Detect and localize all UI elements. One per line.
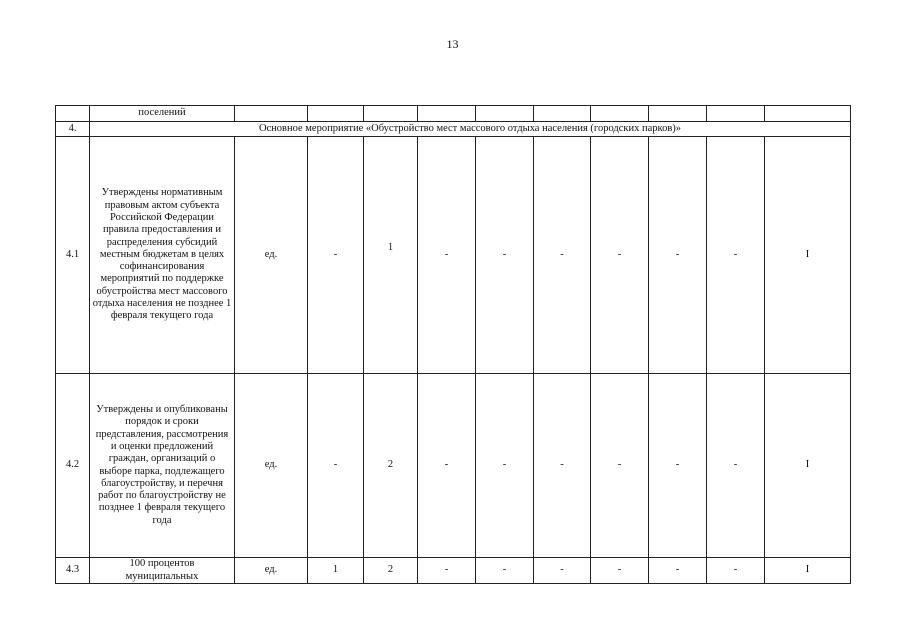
value-cell: -: [591, 558, 649, 584]
indicator-name-cell: Утверждены и опубликованы порядок и сроки представления, рассмотрения и оценки предложений граждан, организаций о выборе парка, подлежащего благоустройству, и перечня работ по благоустройству не позднее 1 февраля текущего года: [90, 374, 235, 558]
row-number-cell: 4.2: [56, 374, 90, 558]
stage-cell: I: [765, 374, 851, 558]
value-cell: -: [308, 137, 364, 374]
indicator-name-cell: Утверждены нормативным правовым актом субъекта Российской Федерации правила предоставления и распределения субсидий местным бюджетам в целях софинансирования мероприятий по поддержке обустройства мест массового отдыха населения не позднее 1 февраля текущего года: [90, 137, 235, 374]
value-cell: -: [476, 558, 534, 584]
value-cell: -: [308, 374, 364, 558]
value-cell: -: [418, 137, 476, 374]
value-cell: 2: [364, 374, 418, 558]
value-cell: -: [418, 374, 476, 558]
page-number: 13: [446, 37, 459, 51]
row-number-cell: [56, 106, 90, 122]
indicator-name-cell: 100 процентов муниципальных: [90, 558, 235, 584]
value-cell: -: [707, 558, 765, 584]
table-row: [56, 558, 851, 584]
value-cell: -: [534, 558, 591, 584]
unit-cell: ед.: [235, 374, 308, 558]
value-cell: 1: [364, 137, 418, 374]
row-number-cell: 4.3: [56, 558, 90, 584]
value-cell: -: [534, 374, 591, 558]
value-cell: -: [476, 137, 534, 374]
value-cell: -: [649, 137, 707, 374]
unit-cell: ед.: [235, 137, 308, 374]
value-cell: -: [418, 558, 476, 584]
value-cell: -: [649, 374, 707, 558]
section-row: [56, 122, 851, 137]
value-cell: -: [707, 374, 765, 558]
value-cell: -: [476, 374, 534, 558]
unit-cell: ед.: [235, 558, 308, 584]
value-cell: 2: [364, 558, 418, 584]
value-cell: -: [649, 558, 707, 584]
table-row: [56, 374, 851, 558]
value-cell: 1: [308, 558, 364, 584]
section-number-cell: 4.: [56, 122, 90, 137]
table-row: [56, 137, 851, 374]
section-title-cell: Основное мероприятие «Обустройство мест массового отдыха населения (городских парков)»: [90, 122, 851, 137]
value-cell: -: [591, 374, 649, 558]
value-cell: -: [707, 137, 765, 374]
stage-cell: I: [765, 137, 851, 374]
stage-cell: I: [765, 558, 851, 584]
value-cell: -: [591, 137, 649, 374]
row-number-cell: 4.1: [56, 137, 90, 374]
indicator-name-cell: поселений: [90, 106, 235, 122]
value-cell: -: [534, 137, 591, 374]
table-row: [56, 106, 851, 122]
indicators-table: [55, 105, 851, 584]
